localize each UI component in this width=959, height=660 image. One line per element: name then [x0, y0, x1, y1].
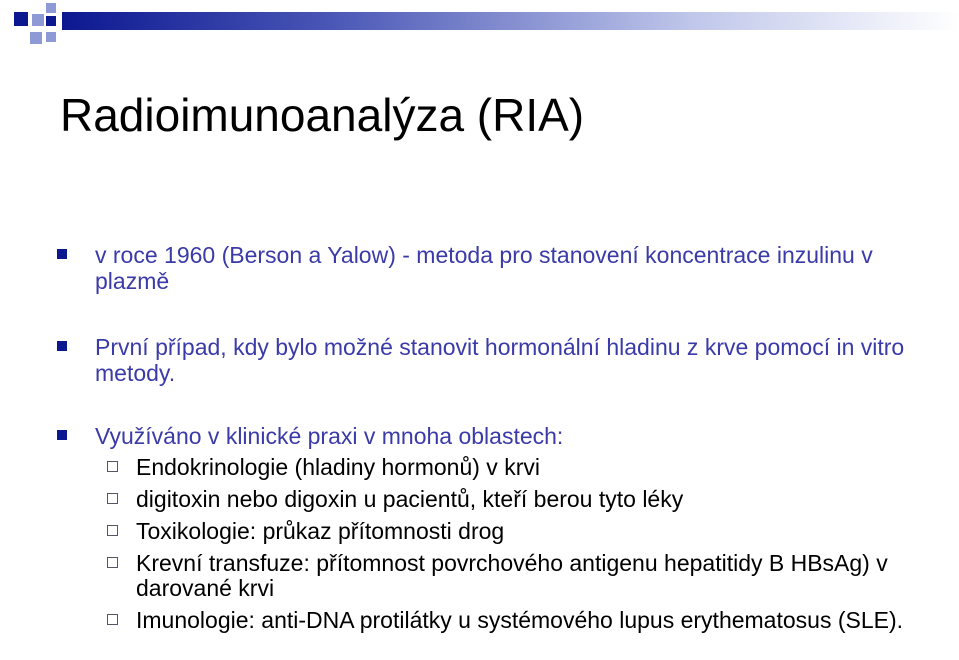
- header-square-light-2: [46, 3, 56, 13]
- header-square-light-4: [46, 32, 56, 42]
- bullet-item: [95, 242, 915, 294]
- filled-square-icon: [57, 430, 67, 440]
- sub-bullet-text: Imunologie: anti-DNA protilátky u systémového lupus erythematosus (SLE).: [136, 607, 904, 633]
- sub-bullet-item: [136, 551, 926, 601]
- header-gradient-bar: [62, 12, 959, 30]
- bullet-text: v roce 1960 (Berson a Yalow) - metoda pro stanovení koncentrace inzulinu v plazmě: [95, 242, 873, 294]
- sub-bullet-item: [136, 455, 926, 480]
- sub-bullet-item: [136, 608, 926, 633]
- hollow-square-icon: [107, 493, 118, 504]
- hollow-square-icon: [107, 525, 118, 536]
- sub-bullet-item: [136, 519, 926, 544]
- sub-bullet-text: digitoxin nebo digoxin u pacientů, kteří berou tyto léky: [136, 486, 684, 512]
- header-square-light-1: [32, 14, 44, 26]
- header-square-dark-2: [46, 16, 56, 26]
- filled-square-icon: [57, 341, 67, 351]
- filled-square-icon: [57, 249, 67, 259]
- hollow-square-icon: [107, 461, 118, 472]
- bullet-item: [95, 423, 915, 449]
- sub-bullet-item: [136, 487, 926, 512]
- hollow-square-icon: [107, 557, 118, 568]
- hollow-square-icon: [107, 614, 118, 625]
- bullet-text: Využíváno v klinické praxi v mnoha oblastech:: [95, 423, 564, 449]
- sub-bullet-text: Endokrinologie (hladiny hormonů) v krvi: [136, 454, 540, 480]
- slide-title: Radioimunoanalýza (RIA): [60, 89, 585, 141]
- sub-bullet-text: Krevní transfuze: přítomnost povrchového antigenu hepatitidy B HBsAg) v darované krvi: [136, 550, 888, 601]
- sub-bullet-text: Toxikologie: průkaz přítomnosti drog: [136, 518, 505, 544]
- header-square-dark-1: [14, 12, 28, 26]
- header-square-light-3: [30, 32, 42, 44]
- bullet-text: První případ, kdy bylo možné stanovit hormonální hladinu z krve pomocí in vitro metody.: [95, 334, 905, 386]
- bullet-item: [95, 334, 915, 386]
